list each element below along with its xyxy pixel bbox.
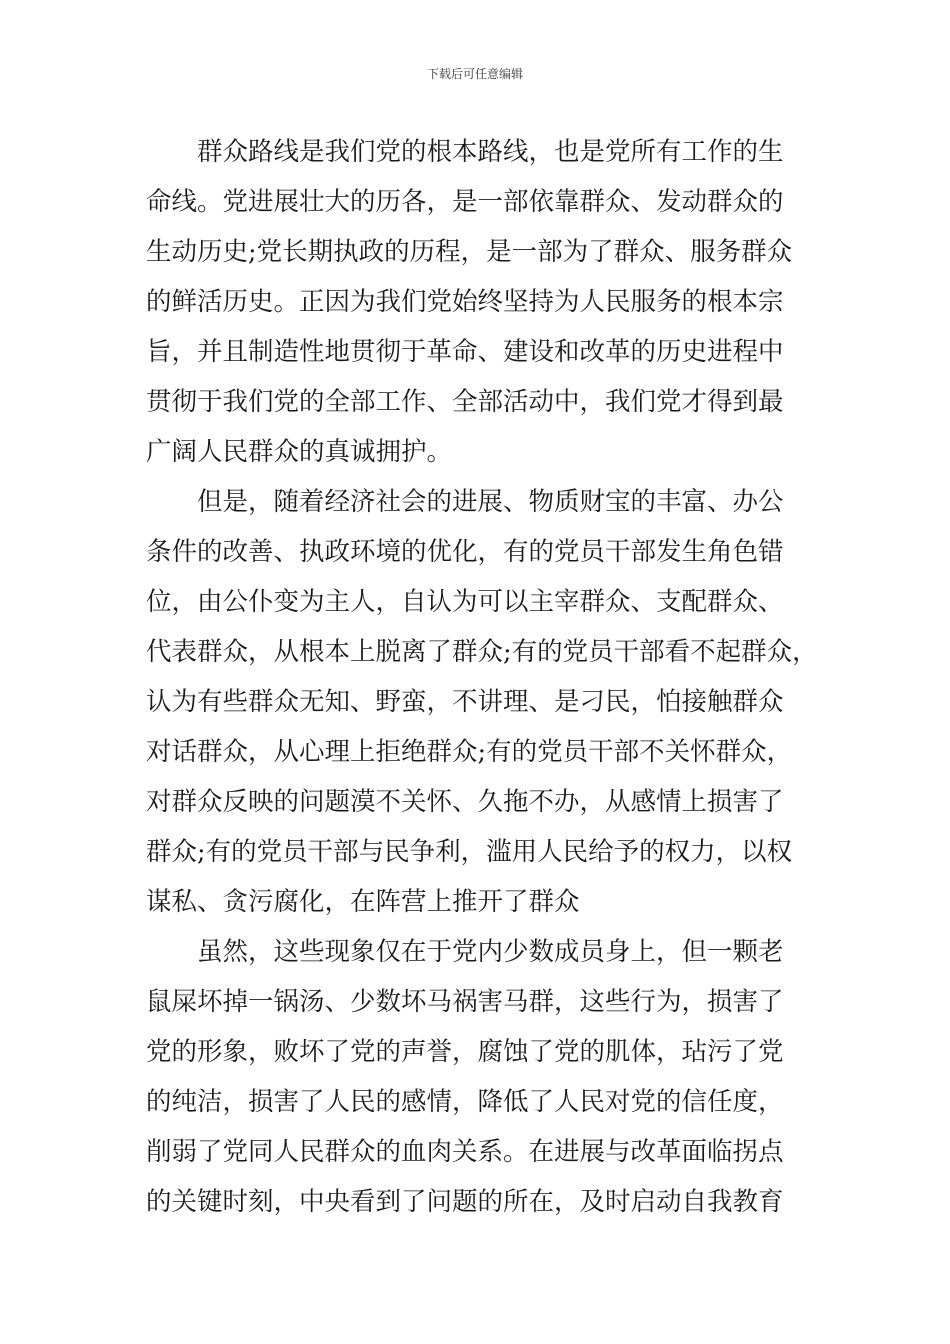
text-line: 广阔人民群众的真诚拥护。 [146, 437, 453, 467]
text-line: 生动历史;党长期执政的历程，是一部为了群众、服务群众 [146, 237, 793, 267]
text-line: 贯彻于我们党的全部工作、全部活动中，我们党才得到最 [146, 387, 784, 417]
text-line: 群众路线是我们党的根本路线，也是党所有工作的生 [197, 137, 784, 167]
text-line: 对群众反映的问题漠不关怀、久拖不办，从感情上损害了 [146, 787, 784, 817]
text-line: 谋私、贪污腐化，在阵营上推开了群众 [146, 887, 580, 917]
paragraph-2 [146, 477, 826, 927]
text-line: 削弱了党同人民群众的血肉关系。在进展与改革面临拐点 [146, 1137, 784, 1167]
page-header: 下载后可任意编辑 [426, 67, 523, 81]
document-body [146, 127, 826, 1227]
text-line: 但是，随着经济社会的进展、物质财宝的丰富、办公 [197, 487, 784, 517]
text-line: 对话群众，从心理上拒绝群众;有的党员干部不关怀群众， [146, 737, 793, 767]
text-line: 党的形象，败坏了党的声誉，腐蚀了党的肌体，玷污了党 [146, 1037, 784, 1067]
text-line: 的关键时刻，中央看到了问题的所在，及时启动自我教育 [146, 1187, 784, 1217]
text-line: 条件的改善、执政环境的优化，有的党员干部发生角色错 [146, 537, 784, 567]
text-line: 旨，并且制造性地贯彻于革命、建设和改革的历史进程中 [146, 337, 784, 367]
text-line: 的鲜活历史。正因为我们党始终坚持为人民服务的根本宗 [146, 287, 784, 317]
text-line: 虽然，这些现象仅在于党内少数成员身上，但一颗老 [197, 937, 784, 967]
text-line: 命线。党进展壮大的历各，是一部依靠群众、发动群众的 [146, 187, 784, 217]
text-line: 的纯洁，损害了人民的感情，降低了人民对党的信任度， [146, 1087, 784, 1117]
text-line: 位，由公仆变为主人，自认为可以主宰群众、支配群众、 [146, 587, 784, 617]
text-line: 鼠屎坏掉一锅汤、少数坏马祸害马群，这些行为，损害了 [146, 987, 784, 1017]
paragraph-1 [146, 127, 826, 477]
text-line: 认为有些群众无知、野蛮，不讲理、是刁民，怕接触群众 [146, 687, 784, 717]
text-line: 代表群众，从根本上脱离了群众;有的党员干部看不起群众， [146, 637, 818, 667]
paragraph-3 [146, 927, 826, 1227]
text-line: 群众;有的党员干部与民争利，滥用人民给予的权力，以权 [146, 837, 793, 867]
